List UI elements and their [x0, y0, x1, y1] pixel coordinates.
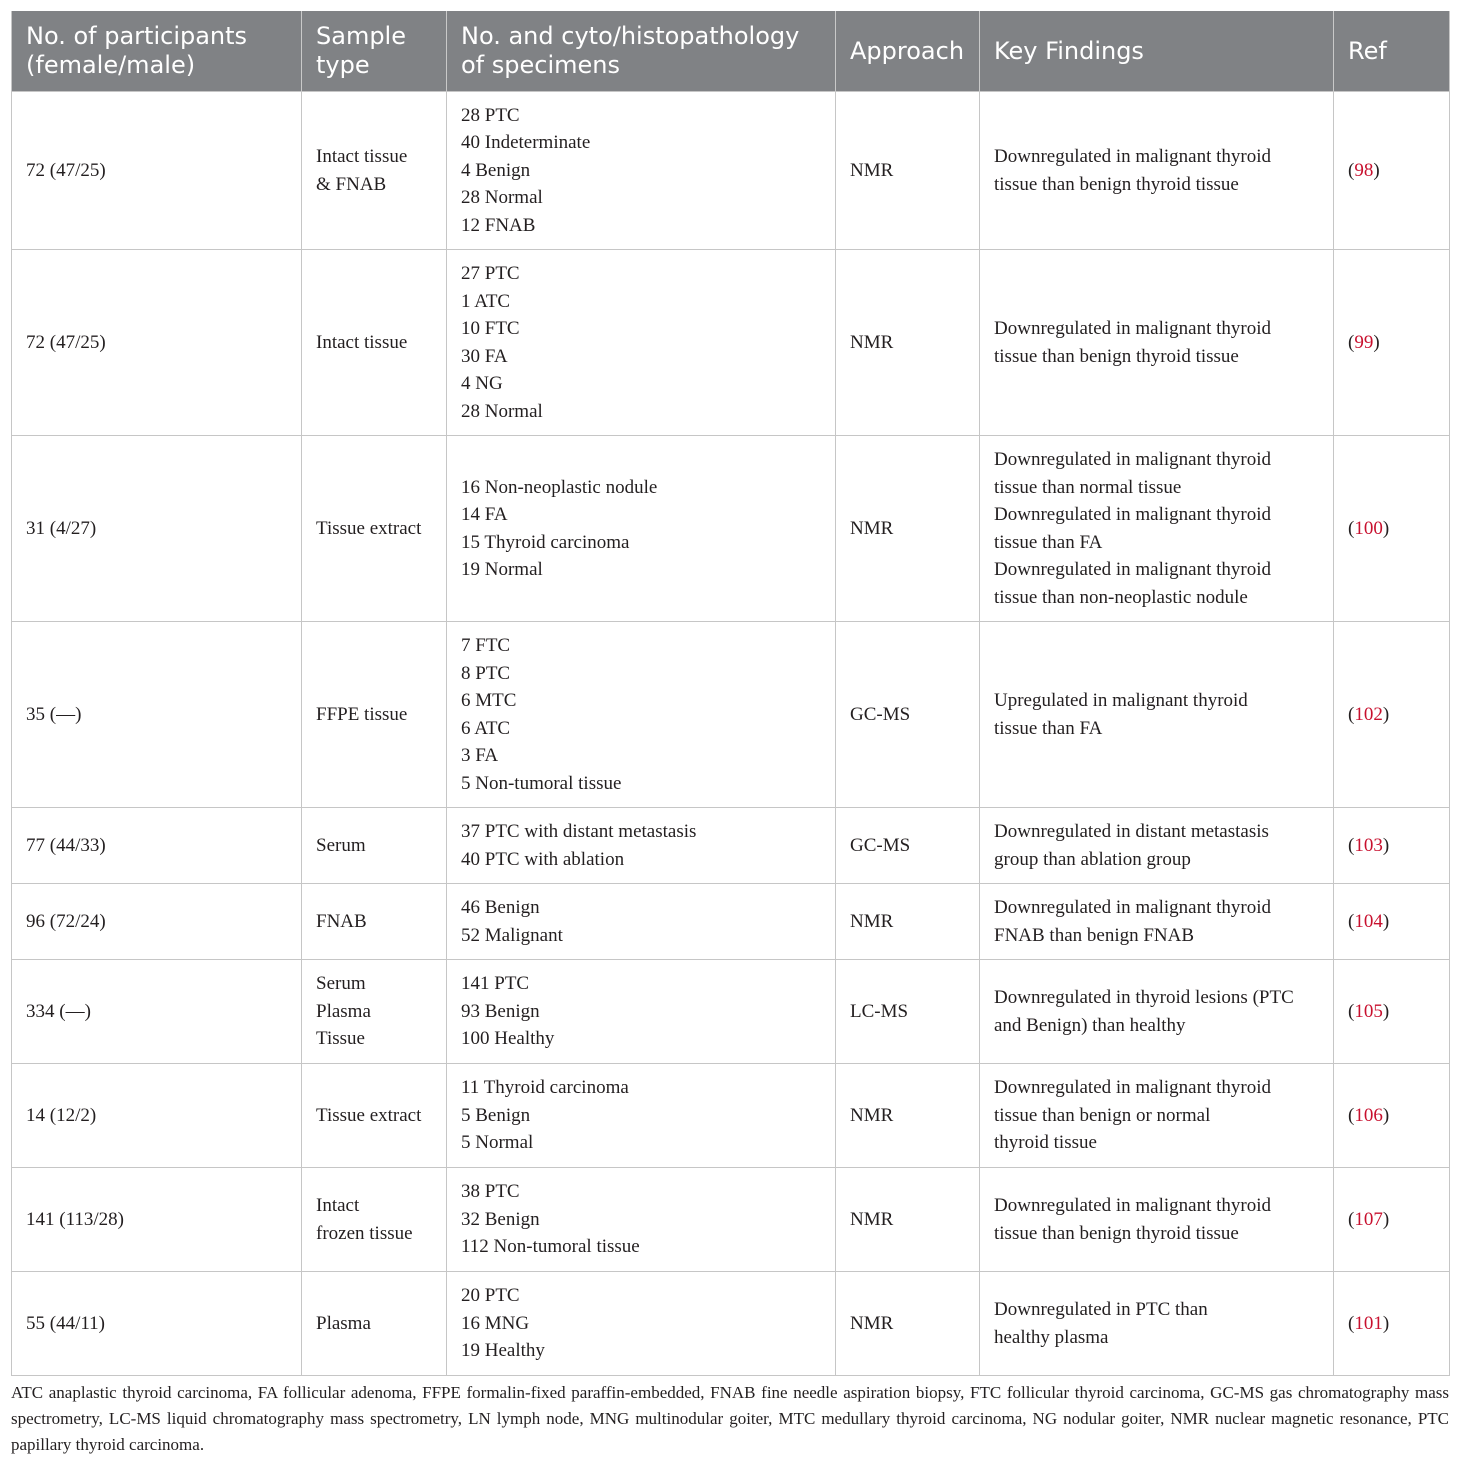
specimen-line: 16 MNG	[461, 1312, 530, 1334]
finding-line: tissue than benign thyroid tissue	[994, 1222, 1239, 1244]
reference-link[interactable]: 101	[1354, 1312, 1383, 1334]
cell-sample-type	[302, 436, 447, 622]
specimen-line: 28 Normal	[461, 400, 543, 422]
table-header-row	[12, 11, 1450, 92]
ref-close-paren: )	[1373, 331, 1380, 353]
finding-line: tissue than FA	[994, 717, 1103, 739]
ref-open-paren: (	[1348, 1000, 1355, 1022]
ref-close-paren: )	[1382, 703, 1390, 725]
table-footnote: ATC anaplastic thyroid carcinoma, FA follicular adenoma, FFPE formalin-fixed paraffin-embedded, FNAB fine needle aspiration biopsy, FTC follicular thyroid carcinoma, GC-MS gas chromatography mass spectrometry, LC-MS liquid chromatography mass spectrometry, LN lymph node, MNG multinodular goiter, MTC medullary thyroid carcinoma, NG nodular goiter, NMR nuclear magnetic resonance, PTC papillary thyroid carcinoma.	[11, 1383, 1449, 1454]
header-findings-line-1: Key Findings	[994, 36, 1144, 65]
reference-link[interactable]: 107	[1354, 1208, 1383, 1230]
finding-line: thyroid tissue	[994, 1132, 1097, 1154]
finding-line: tissue than non-neoplastic nodule	[994, 586, 1248, 608]
cell-key-findings	[980, 1064, 1334, 1168]
cell-ref	[1334, 1272, 1450, 1376]
sample-type-line: Tissue extract	[316, 1104, 422, 1126]
ref-close-paren: )	[1373, 159, 1380, 181]
cell-participants: 14 (12/2)	[12, 1064, 302, 1168]
cell-sample-type	[302, 250, 447, 436]
specimen-line: 141 PTC	[461, 973, 530, 995]
cell-approach: NMR	[836, 250, 980, 436]
sample-type-line: Serum	[316, 973, 366, 995]
header-specimens	[447, 11, 836, 92]
header-sample-line-2: type	[316, 51, 370, 79]
cell-specimens	[447, 250, 836, 436]
ref-open-paren: (	[1348, 910, 1355, 932]
cell-specimens	[447, 436, 836, 622]
specimen-line: 40 PTC with ablation	[461, 848, 625, 870]
finding-line: Downregulated in malignant thyroid	[994, 897, 1272, 918]
cell-specimens	[447, 1272, 836, 1376]
ref-close-paren: )	[1382, 1208, 1390, 1230]
cell-approach: NMR	[836, 1272, 980, 1376]
finding-line: Upregulated in malignant thyroid	[994, 690, 1248, 711]
cell-approach: NMR	[836, 1064, 980, 1168]
specimen-line: 38 PTC	[461, 1181, 520, 1203]
cell-specimens	[447, 92, 836, 250]
specimen-line: 16 Non-neoplastic nodule	[461, 476, 658, 498]
reference-link[interactable]: 103	[1354, 834, 1383, 856]
cell-key-findings	[980, 622, 1334, 808]
table-row	[12, 436, 1450, 622]
sample-type-line: Intact tissue	[316, 146, 408, 167]
header-approach-line-1: Approach	[850, 36, 965, 65]
cell-sample-type	[302, 960, 447, 1064]
cell-ref	[1334, 250, 1450, 436]
finding-line: Downregulated in malignant thyroid	[994, 559, 1272, 580]
cell-sample-type	[302, 884, 447, 960]
finding-line: group than ablation group	[994, 848, 1191, 870]
cell-key-findings	[980, 92, 1334, 250]
cell-specimens	[447, 1064, 836, 1168]
specimen-line: 19 Normal	[461, 559, 543, 580]
specimen-line: 5 Non-tumoral tissue	[461, 772, 622, 794]
cell-key-findings	[980, 884, 1334, 960]
cell-participants: 72 (47/25)	[12, 92, 302, 250]
specimen-line: 4 Benign	[461, 159, 531, 181]
table-row	[12, 92, 1450, 250]
reference-link[interactable]: 102	[1354, 703, 1383, 725]
ref-close-paren: )	[1382, 1104, 1390, 1126]
sample-type-line: Intact	[316, 1195, 360, 1216]
cell-approach: GC-MS	[836, 622, 980, 808]
table-row	[12, 1272, 1450, 1376]
header-participants	[12, 11, 302, 92]
cell-specimens	[447, 808, 836, 884]
cell-approach: GC-MS	[836, 808, 980, 884]
ref-open-paren: (	[1348, 703, 1355, 725]
specimen-line: 20 PTC	[461, 1285, 520, 1307]
specimen-line: 100 Healthy	[461, 1028, 555, 1050]
specimen-line: 52 Malignant	[461, 924, 563, 946]
cell-participants: 334 (—)	[12, 960, 302, 1064]
finding-line: healthy plasma	[994, 1326, 1109, 1348]
cell-specimens	[447, 622, 836, 808]
table-row	[12, 960, 1450, 1064]
specimen-line: 30 FA	[461, 345, 508, 367]
specimen-line: 4 NG	[461, 373, 503, 394]
header-key-findings	[980, 11, 1334, 92]
cell-participants: 55 (44/11)	[12, 1272, 302, 1376]
cell-participants: 31 (4/27)	[12, 436, 302, 622]
specimen-line: 46 Benign	[461, 897, 540, 918]
sample-type-line: Tissue	[316, 1028, 365, 1050]
finding-line: Downregulated in malignant thyroid	[994, 1195, 1272, 1216]
ref-open-paren: (	[1348, 1312, 1355, 1334]
table-row	[12, 884, 1450, 960]
cell-sample-type	[302, 622, 447, 808]
sample-type-line: Serum	[316, 834, 366, 856]
cell-specimens	[447, 884, 836, 960]
table-row	[12, 250, 1450, 436]
reference-link[interactable]: 104	[1354, 910, 1383, 932]
ref-open-paren: (	[1348, 834, 1355, 856]
finding-line: Downregulated in malignant thyroid	[994, 146, 1272, 167]
specimen-line: 11 Thyroid carcinoma	[461, 1077, 629, 1099]
header-participants-line-1: No. of participants	[26, 22, 248, 50]
table-row	[12, 1168, 1450, 1272]
specimen-line: 32 Benign	[461, 1208, 540, 1230]
cell-ref	[1334, 436, 1450, 622]
cell-ref	[1334, 92, 1450, 250]
specimen-line: 6 ATC	[461, 717, 511, 739]
cell-key-findings	[980, 436, 1334, 622]
finding-line: tissue than benign thyroid tissue	[994, 345, 1239, 367]
ref-close-paren: )	[1382, 834, 1390, 856]
finding-line: tissue than FA	[994, 531, 1103, 553]
cell-sample-type	[302, 1272, 447, 1376]
table-row	[12, 808, 1450, 884]
table-row	[12, 622, 1450, 808]
specimen-line: 40 Indeterminate	[461, 132, 591, 154]
cell-specimens	[447, 960, 836, 1064]
sample-type-line: FNAB	[316, 910, 367, 932]
finding-line: Downregulated in thyroid lesions (PTC	[994, 987, 1294, 1008]
header-ref-line-1: Ref	[1348, 36, 1387, 65]
ref-open-paren: (	[1348, 1208, 1355, 1230]
reference-link[interactable]: 106	[1354, 1104, 1383, 1126]
cell-key-findings	[980, 808, 1334, 884]
specimen-line: 5 Benign	[461, 1104, 531, 1126]
sample-type-line: FFPE tissue	[316, 703, 408, 725]
specimen-line: 93 Benign	[461, 1000, 540, 1022]
sample-type-line: & FNAB	[316, 173, 387, 195]
finding-line: and Benign) than healthy	[994, 1014, 1186, 1036]
cell-participants: 72 (47/25)	[12, 250, 302, 436]
cell-sample-type	[302, 92, 447, 250]
sample-type-line: Plasma	[316, 1000, 371, 1022]
specimen-line: 8 PTC	[461, 662, 511, 684]
ref-open-paren: (	[1348, 159, 1355, 181]
cell-ref	[1334, 1168, 1450, 1272]
metabolomics-table	[11, 11, 1450, 1376]
specimen-line: 6 MTC	[461, 690, 517, 711]
reference-link[interactable]: 99	[1354, 331, 1374, 353]
table-row	[12, 1064, 1450, 1168]
finding-line: Downregulated in distant metastasis	[994, 821, 1269, 842]
cell-approach: NMR	[836, 1168, 980, 1272]
table-body	[12, 92, 1450, 1376]
finding-line: Downregulated in malignant thyroid	[994, 504, 1272, 525]
header-sample-line-1: Sample	[316, 22, 406, 50]
finding-line: tissue than benign or normal	[994, 1104, 1211, 1126]
header-ref	[1334, 11, 1450, 92]
cell-participants: 35 (—)	[12, 622, 302, 808]
specimen-line: 27 PTC	[461, 263, 520, 284]
header-participants-line-2: (female/male)	[26, 51, 196, 79]
header-sample-type	[302, 11, 447, 92]
specimen-line: 3 FA	[461, 745, 499, 766]
cell-approach: NMR	[836, 436, 980, 622]
specimen-line: 14 FA	[461, 504, 508, 525]
specimen-line: 112 Non-tumoral tissue	[461, 1236, 640, 1258]
specimen-line: 12 FNAB	[461, 214, 536, 236]
cell-key-findings	[980, 250, 1334, 436]
specimen-line: 15 Thyroid carcinoma	[461, 531, 630, 553]
finding-line: Downregulated in malignant thyroid	[994, 1077, 1272, 1099]
cell-approach: NMR	[836, 884, 980, 960]
finding-line: Downregulated in PTC than	[994, 1299, 1208, 1320]
cell-participants: 141 (113/28)	[12, 1168, 302, 1272]
sample-type-line: Plasma	[316, 1312, 371, 1334]
finding-line: FNAB than benign FNAB	[994, 924, 1195, 946]
sample-type-line: Intact tissue	[316, 331, 408, 353]
cell-sample-type	[302, 808, 447, 884]
specimen-line: 10 FTC	[461, 318, 520, 339]
ref-close-paren: )	[1382, 517, 1390, 539]
cell-specimens	[447, 1168, 836, 1272]
finding-line: tissue than benign thyroid tissue	[994, 173, 1239, 195]
metabolomics-table-container	[11, 11, 1449, 1376]
cell-ref	[1334, 884, 1450, 960]
ref-close-paren: )	[1382, 1000, 1390, 1022]
reference-link[interactable]: 100	[1354, 517, 1383, 539]
header-approach	[836, 11, 980, 92]
cell-key-findings	[980, 1272, 1334, 1376]
cell-ref	[1334, 1064, 1450, 1168]
cell-approach: NMR	[836, 92, 980, 250]
finding-line: Downregulated in malignant thyroid	[994, 449, 1272, 470]
ref-close-paren: )	[1382, 910, 1390, 932]
reference-link[interactable]: 105	[1354, 1000, 1383, 1022]
specimen-line: 1 ATC	[461, 290, 511, 312]
cell-sample-type	[302, 1064, 447, 1168]
specimen-line: 37 PTC with distant metastasis	[461, 821, 697, 842]
ref-open-paren: (	[1348, 331, 1355, 353]
sample-type-line: Tissue extract	[316, 517, 422, 539]
finding-line: Downregulated in malignant thyroid	[994, 318, 1272, 339]
ref-open-paren: (	[1348, 517, 1355, 539]
cell-ref	[1334, 808, 1450, 884]
specimen-line: 28 Normal	[461, 187, 543, 209]
specimen-line: 7 FTC	[461, 635, 511, 656]
specimen-line: 28 PTC	[461, 104, 520, 126]
finding-line: tissue than normal tissue	[994, 476, 1182, 498]
cell-key-findings	[980, 1168, 1334, 1272]
cell-sample-type	[302, 1168, 447, 1272]
header-specimens-line-1: No. and cyto/histopathology	[461, 22, 800, 50]
cell-ref	[1334, 622, 1450, 808]
cell-participants: 96 (72/24)	[12, 884, 302, 960]
specimen-line: 19 Healthy	[461, 1340, 545, 1362]
cell-participants: 77 (44/33)	[12, 808, 302, 884]
ref-open-paren: (	[1348, 1104, 1355, 1126]
reference-link[interactable]: 98	[1354, 159, 1374, 181]
cell-approach: LC-MS	[836, 960, 980, 1064]
sample-type-line: frozen tissue	[316, 1222, 413, 1244]
header-specimens-line-2: of specimens	[461, 51, 620, 79]
ref-close-paren: )	[1382, 1312, 1390, 1334]
specimen-line: 5 Normal	[461, 1132, 534, 1154]
cell-key-findings	[980, 960, 1334, 1064]
cell-ref	[1334, 960, 1450, 1064]
